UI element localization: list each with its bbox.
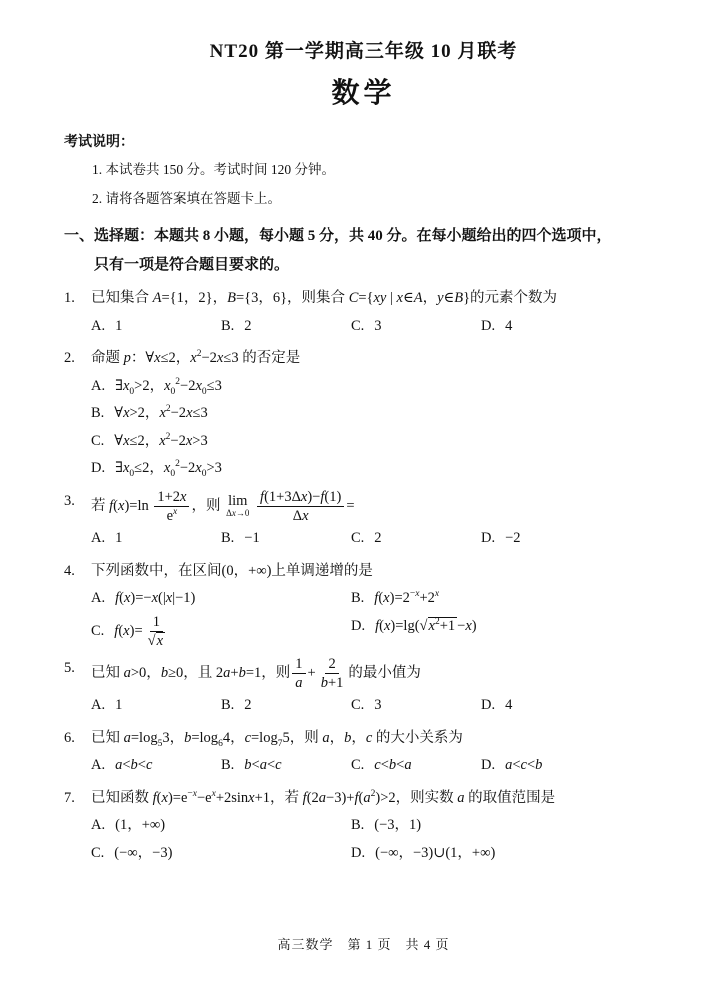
option-text: $f(x)=2^{-x}+2^x$ <box>374 589 440 607</box>
option-c <box>351 313 481 341</box>
option-text: $f(x)=\lg(√x^2+1 -x)$ <box>375 616 477 634</box>
option-c <box>91 613 351 650</box>
option-label: A. <box>91 697 106 714</box>
option-a <box>91 525 221 553</box>
option-a <box>91 313 221 341</box>
option-label: D. <box>481 697 496 714</box>
option-text: b<a<c <box>244 757 282 774</box>
option-text: 2 <box>244 697 252 714</box>
question-4 <box>64 558 663 650</box>
option-label: B. <box>351 590 365 607</box>
section-heading-line-2: 只有一项是符合题目要求的。 <box>94 256 290 273</box>
page-footer: 高三数学 第 1 页 共 4 页 <box>277 937 450 952</box>
question-number: 2. <box>64 350 75 367</box>
option-label: B. <box>221 530 235 547</box>
option-label: B. <box>221 317 235 334</box>
option-c <box>351 752 481 780</box>
option-d <box>481 313 512 341</box>
option-d <box>481 525 521 553</box>
option-a <box>91 812 351 840</box>
option-text: 1 <box>115 530 123 547</box>
question-5 <box>64 655 663 720</box>
option-text: ∀x>2，$x^2-2x\le 3$ <box>114 404 208 422</box>
option-d <box>351 613 663 650</box>
question-number: 7. <box>64 789 75 806</box>
notice-item-1: 1. 本试卷共 150 分。考试时间 120 分钟。 <box>92 162 335 177</box>
option-label: C. <box>351 530 365 547</box>
question-number: 6. <box>64 729 75 746</box>
option-label: A. <box>91 757 106 774</box>
exam-title: NT20 第一学期高三年级 10 月联考 <box>209 41 518 62</box>
option-c <box>91 840 351 868</box>
option-text: $\exists x_0\le 2$，$x_0^2-2x_0>3$ <box>115 459 222 480</box>
question-number: 5. <box>64 659 75 676</box>
option-text: (−3，1) <box>374 817 422 834</box>
option-text: 1 <box>115 697 123 714</box>
option-text: 1 <box>115 317 123 334</box>
option-b <box>351 812 663 840</box>
question-stem: 命题 p：∀x≤2，$x^2-2x\le 3$ 的否定是 <box>91 349 301 367</box>
option-label: A. <box>91 590 106 607</box>
option-label: D. <box>481 530 496 547</box>
section-heading-line-1: 一、选择题：本题共 8 小题，每小题 5 分，共 40 分。在每小题给出的四个选项中， <box>64 227 612 244</box>
option-label: D. <box>351 617 366 634</box>
option-label: B. <box>221 697 235 714</box>
question-stem: 下列函数中，在区间(0，+∞)上单调递增的是 <box>91 562 373 579</box>
question-7 <box>64 785 663 868</box>
option-label: C. <box>351 317 365 334</box>
question-2 <box>64 345 663 483</box>
option-d <box>481 752 542 780</box>
option-b <box>221 313 351 341</box>
option-c <box>91 428 663 456</box>
question-options <box>64 692 663 720</box>
option-d <box>91 455 663 483</box>
option-label: C. <box>351 697 365 714</box>
question-options <box>64 525 663 553</box>
question-options <box>64 373 663 483</box>
option-label: A. <box>91 530 106 547</box>
option-d <box>351 840 663 868</box>
option-c <box>351 692 481 720</box>
option-label: D. <box>351 844 366 861</box>
question-number: 1. <box>64 290 75 306</box>
option-b <box>221 692 351 720</box>
section-1-heading <box>64 222 663 281</box>
option-label: C. <box>91 622 105 639</box>
question-stem: 已知 a>0，b≥0，且 2a+b=1，则 $\frac{1}{a}$ + $\frac{2}{b+1}$ 的最小值为 <box>91 655 421 692</box>
notice-heading: 考试说明： <box>64 135 134 150</box>
question-number: 4. <box>64 562 75 579</box>
option-text: −1 <box>244 530 260 547</box>
option-b <box>221 525 351 553</box>
option-text: 2 <box>244 317 252 334</box>
exam-notice <box>64 111 663 210</box>
option-c <box>351 525 481 553</box>
option-label: A. <box>91 377 106 394</box>
option-d <box>481 692 512 720</box>
question-options <box>64 752 663 780</box>
question-number: 3. <box>64 492 75 509</box>
option-a <box>91 692 221 720</box>
question-1 <box>64 285 663 340</box>
subject-title: 数学 <box>331 78 396 109</box>
option-text: 2 <box>374 530 382 547</box>
option-text: $\exists x_0>2$，$x_0^2-2x_0\le 3$ <box>115 376 222 397</box>
question-3 <box>64 488 663 553</box>
notice-item-2: 2. 请将各题答案填在答题卡上。 <box>92 191 281 207</box>
option-label: C. <box>351 757 365 774</box>
question-options <box>64 812 663 867</box>
option-a <box>91 373 663 401</box>
option-text: 4 <box>505 697 513 714</box>
option-text: −2 <box>505 530 521 547</box>
option-text: 4 <box>505 317 513 334</box>
option-b <box>91 400 663 428</box>
option-text: f(x)= $\frac{1}{√x}$ <box>114 613 164 649</box>
option-a <box>91 752 221 780</box>
option-text: 3 <box>374 697 382 714</box>
option-b <box>221 752 351 780</box>
question-6 <box>64 725 663 780</box>
option-label: A. <box>91 817 106 834</box>
option-label: A. <box>91 317 106 334</box>
question-stem: 已知 $a=\log_53$，$b=\log_64$，$c=\log_75$，则 a，b，c 的大小关系为 <box>91 729 463 749</box>
option-text: c<b<a <box>374 757 412 774</box>
option-text: (−∞，−3)∪(1，+∞) <box>375 844 496 861</box>
question-stem: 已知函数 $f(x)=e^{-x}-e^x+2\sin x+1$，若 $f(2a-3)+f(a^2)>2$，则实数 a 的取值范围是 <box>91 789 556 806</box>
option-a <box>91 585 351 613</box>
option-text: ∀x≤2，$x^2-2x>3$ <box>114 431 208 449</box>
question-stem: 若 f(x)=ln $\frac{1+2x}{e^x}$ ，则 lim Δx→0 $\frac{f(1+3\Delta x)-f(1)}{\Delta x}$ = <box>91 488 355 524</box>
question-options <box>64 313 663 341</box>
option-text: (1，+∞) <box>115 817 166 834</box>
option-label: D. <box>481 317 496 334</box>
option-label: B. <box>351 817 365 834</box>
question-options <box>64 585 663 650</box>
option-label: D. <box>481 757 496 774</box>
option-b <box>351 585 663 613</box>
option-text: (−∞，−3) <box>114 844 173 861</box>
question-stem: 已知集合 A={1，2}，B={3，6}，则集合 C={xy | x∈A，y∈B}的元素个数为 <box>91 290 558 306</box>
option-text: f(x)=−x(|x|−1) <box>115 590 196 607</box>
option-label: C. <box>91 844 105 861</box>
option-label: C. <box>91 432 105 449</box>
option-label: B. <box>221 757 235 774</box>
option-label: D. <box>91 460 106 477</box>
option-text: 3 <box>374 317 382 334</box>
option-text: a<c<b <box>505 757 543 774</box>
option-label: B. <box>91 405 105 422</box>
option-text: a<b<c <box>115 757 153 774</box>
